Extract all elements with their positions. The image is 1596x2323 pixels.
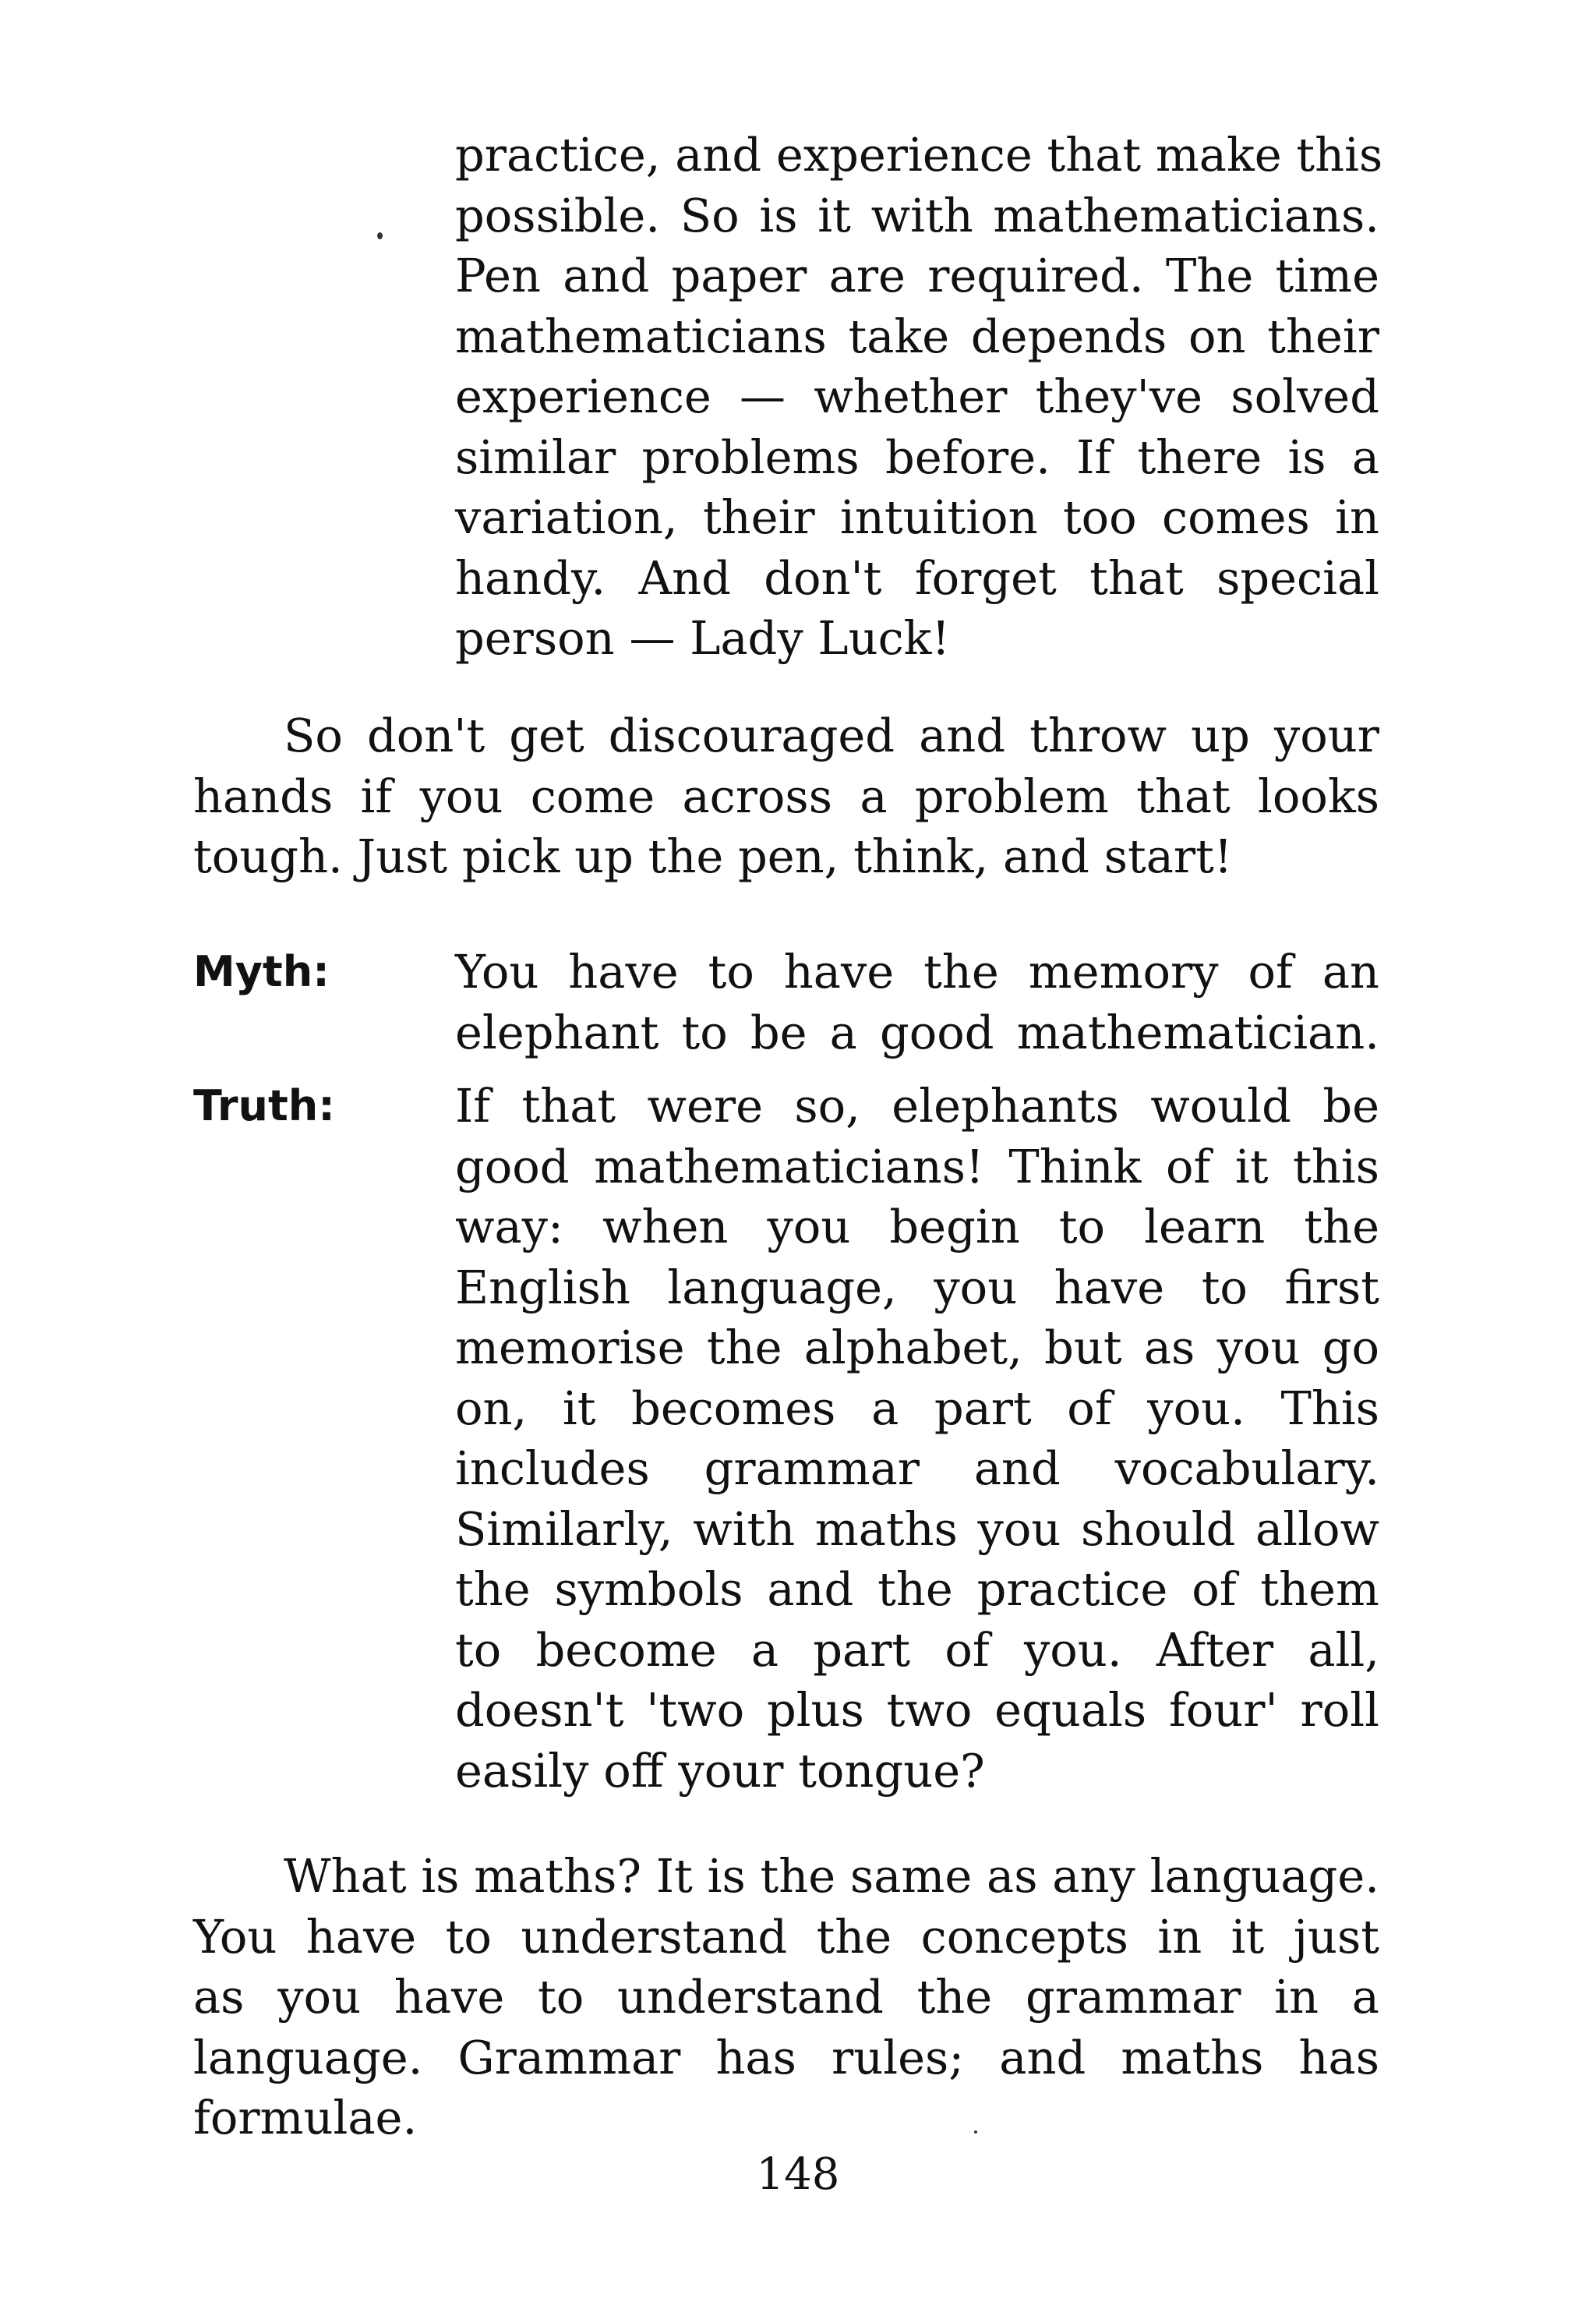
- paragraph-what-is-maths: [193, 1846, 1379, 2148]
- truth-line: English language, you have to first: [455, 1260, 1379, 1314]
- intro-line: variation, their intuition too comes in: [455, 490, 1379, 544]
- intro-line: mathematicians take depends on their: [455, 309, 1379, 363]
- intro-line: possible. So is it with mathematicians.: [455, 188, 1379, 242]
- truth-line: memorise the alphabet, but as you go: [455, 1321, 1379, 1374]
- paragraph-line: formulae.: [193, 2091, 418, 2144]
- paragraph-line: What is maths? It is the same as any language.: [284, 1849, 1379, 1903]
- truth-line: good mathematicians! Think of it this: [455, 1139, 1379, 1193]
- myth-label: Myth:: [193, 947, 330, 996]
- scan-speck: [974, 2130, 977, 2134]
- truth-line: the symbols and the practice of them: [455, 1562, 1379, 1616]
- truth-line: easily off your tongue?: [455, 1743, 985, 1798]
- paragraph-line: So don't get discouraged and throw up your: [284, 709, 1379, 762]
- myth-line: elephant to be a good mathematician.: [455, 1005, 1379, 1059]
- intro-line: person — Lady Luck!: [455, 611, 951, 665]
- page-number: 148: [756, 2149, 840, 2200]
- intro-line: experience — whether they've solved: [455, 369, 1379, 423]
- paragraph-line: tough. Just pick up the pen, think, and start!: [193, 829, 1233, 883]
- paragraph-line: You have to understand the concepts in it just: [193, 1909, 1379, 1964]
- myth-line: You have to have the memory of an: [455, 945, 1379, 999]
- paragraph-line: language. Grammar has rules; and maths has: [193, 2030, 1379, 2084]
- intro-line: practice, and experience that make this: [455, 128, 1383, 182]
- truth-line: includes grammar and vocabulary.: [455, 1441, 1379, 1495]
- intro-line: handy. And don't forget that special: [455, 550, 1379, 605]
- truth-line: to become a part of you. After all,: [455, 1622, 1379, 1677]
- truth-text: [455, 1076, 1379, 1801]
- truth-label: Truth:: [193, 1081, 335, 1130]
- scan-speck: [377, 232, 383, 239]
- paragraph-line: hands if you come across a problem that looks: [193, 769, 1379, 823]
- truth-line: doesn't 'two plus two equals four' roll: [455, 1683, 1379, 1737]
- truth-line: on, it becomes a part of you. This: [455, 1381, 1379, 1435]
- truth-line: Similarly, with maths you should allow: [455, 1501, 1379, 1556]
- intro-line: Pen and paper are required. The time: [455, 249, 1379, 302]
- myth-text: [455, 942, 1379, 1062]
- paragraph-encouragement: [193, 705, 1379, 887]
- truth-line: way: when you begin to learn the: [455, 1200, 1379, 1253]
- truth-line: If that were so, elephants would be: [455, 1079, 1379, 1133]
- intro-block: [455, 125, 1383, 669]
- intro-line: similar problems before. If there is a: [455, 430, 1379, 484]
- paragraph-line: as you have to understand the grammar in a: [193, 1970, 1379, 2024]
